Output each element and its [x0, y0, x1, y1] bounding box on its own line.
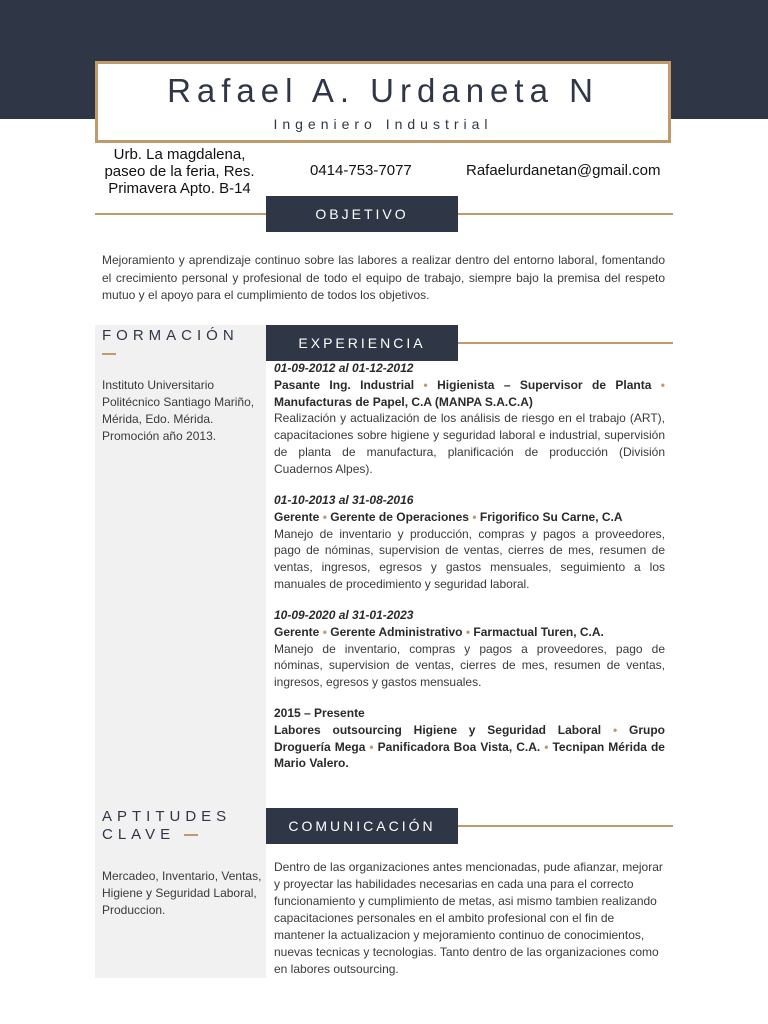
experience-roles — [274, 624, 665, 641]
experience-role: Gerente de Operaciones — [330, 509, 469, 524]
experience-role: Pasante Ing. Industrial — [274, 377, 415, 392]
aptitudes-text: Mercadeo, Inventario, Ventas, Higiene y Seguridad Laboral, Produccion. — [102, 869, 262, 917]
bullet-icon: • — [612, 722, 618, 737]
experience-heading: EXPERIENCIA — [266, 325, 458, 361]
experience-rule — [458, 342, 673, 344]
experience-role: Labores outsourcing Higiene y Seguridad Laboral — [274, 722, 602, 737]
experience-roles — [274, 377, 665, 411]
experience-company: Tecnipan Mérida de Mario Valero. — [274, 739, 665, 771]
experience-company: Manufacturas de Papel, C.A (MANPA S.A.C.A) — [274, 394, 533, 409]
formacion-heading — [102, 327, 239, 363]
person-name: Rafael A. Urdaneta N — [167, 72, 599, 109]
experience-company: Frigorifico Su Carne, C.A — [479, 509, 623, 524]
formacion-dash — [102, 353, 116, 355]
formacion-heading-label: FORMACIÓN — [102, 327, 239, 344]
experience-item — [274, 607, 665, 691]
bullet-icon: • — [322, 509, 327, 524]
experience-item — [274, 360, 665, 478]
experience-date: 01-09-2012 al 01-12-2012 — [274, 361, 414, 375]
communication-text: Dentro de las organizaciones antes mencionadas, pude afianzar, mejorar y proyectar las habilidades necesarias en cada una para el correcto funcionamiento y cumplimiento de metas, asi mismo tambien realizando capacitaciones personales en el ambito profesional con el fin de mantener la actualizacion y mejoramiento continuo de conocimientos, nuevas tecnicas y tecnologias. Tanto dentro de las organizaciones como en labores outsourcing. — [274, 860, 663, 976]
contact-address: Urb. La magdalena, paseo de la feria, Res. Primavera Apto. B-14 — [104, 146, 255, 197]
experience-description: Realización y actualización de los análisis de riesgo en el trabajo (ART), capacitaciones sobre higiene y seguridad laboral e industrial, supervisión de planta de manufactura, planificación de producción (División Cuadernos Alpes). — [274, 411, 665, 476]
contact-email: Rafaelurdanetan@gmail.com — [466, 162, 661, 179]
experience-company: Farmactual Turen, C.A. — [473, 624, 604, 639]
experience-date: 01-10-2013 al 31-08-2016 — [274, 493, 414, 507]
experience-roles — [274, 722, 665, 772]
experience-item — [274, 705, 665, 772]
experience-item — [274, 492, 665, 593]
bullet-icon: • — [544, 739, 549, 754]
formacion-text — [102, 377, 262, 445]
bullet-icon: • — [465, 624, 471, 639]
bullet-icon: • — [369, 739, 374, 754]
formacion-promotion: Promoción año 2013. — [102, 429, 217, 443]
experience-date: 10-09-2020 al 31-01-2023 — [274, 608, 414, 622]
experience-description: Manejo de inventario, compras y pagos a proveedores, pago de nóminas, supervision de ventas, cierres de mes, resumen de ventas, ingresos, egresos y gastos mensuales. — [274, 641, 665, 690]
objective-rule-right — [458, 213, 673, 215]
experience-description: Manejo de inventario y producción, compras y pagos a proveedores, pago de nóminas, supervision de ventas, cierres de mes, resumen de ventas, ingresos, egresos y gastos mensuales, seguimiento a los manuales de procedimiento y seguridad laboral. — [274, 526, 665, 591]
aptitudes-dash — [184, 834, 198, 836]
aptitudes-heading-line1: APTITUDES — [102, 808, 232, 825]
job-title: Ingeniero Industrial — [273, 116, 493, 132]
experience-role: Gerente Administrativo — [330, 624, 463, 639]
experience-date: 2015 – Presente — [274, 706, 365, 720]
objective-heading: OBJETIVO — [266, 196, 458, 232]
formacion-institution: Instituto Universitario Politécnico Santiago Mariño, Mérida, Edo. Mérida. — [102, 378, 255, 426]
experience-role: Gerente — [274, 624, 320, 639]
experience-roles — [274, 509, 665, 526]
objective-text: Mejoramiento y aprendizaje continuo sobre las labores a realizar dentro del entorno laboral, fomentando el crecimiento personal y profesional de todo el equipo de trabajo, siempre bajo la premisa del respeto mutuo y el apoyo para el cumplimiento de todos los objetivos. — [102, 253, 665, 302]
objective-rule-left — [95, 213, 266, 215]
name-box — [95, 61, 671, 143]
experience-role: Higienista – Supervisor de Planta — [437, 377, 652, 392]
aptitudes-heading — [102, 808, 231, 844]
experience-company: Grupo Droguería Mega — [274, 722, 665, 754]
bullet-icon: • — [423, 377, 428, 392]
contact-phone: 0414-753-7077 — [310, 162, 412, 179]
bullet-icon: • — [472, 509, 477, 524]
communication-rule — [458, 825, 673, 827]
experience-role: Gerente — [274, 509, 320, 524]
bullet-icon: • — [322, 624, 327, 639]
experience-company: Panificadora Boa Vista, C.A. — [377, 739, 541, 754]
bullet-icon: • — [660, 377, 665, 392]
communication-heading: COMUNICACIÓN — [266, 808, 458, 844]
aptitudes-heading-line2: CLAVE — [102, 826, 176, 843]
